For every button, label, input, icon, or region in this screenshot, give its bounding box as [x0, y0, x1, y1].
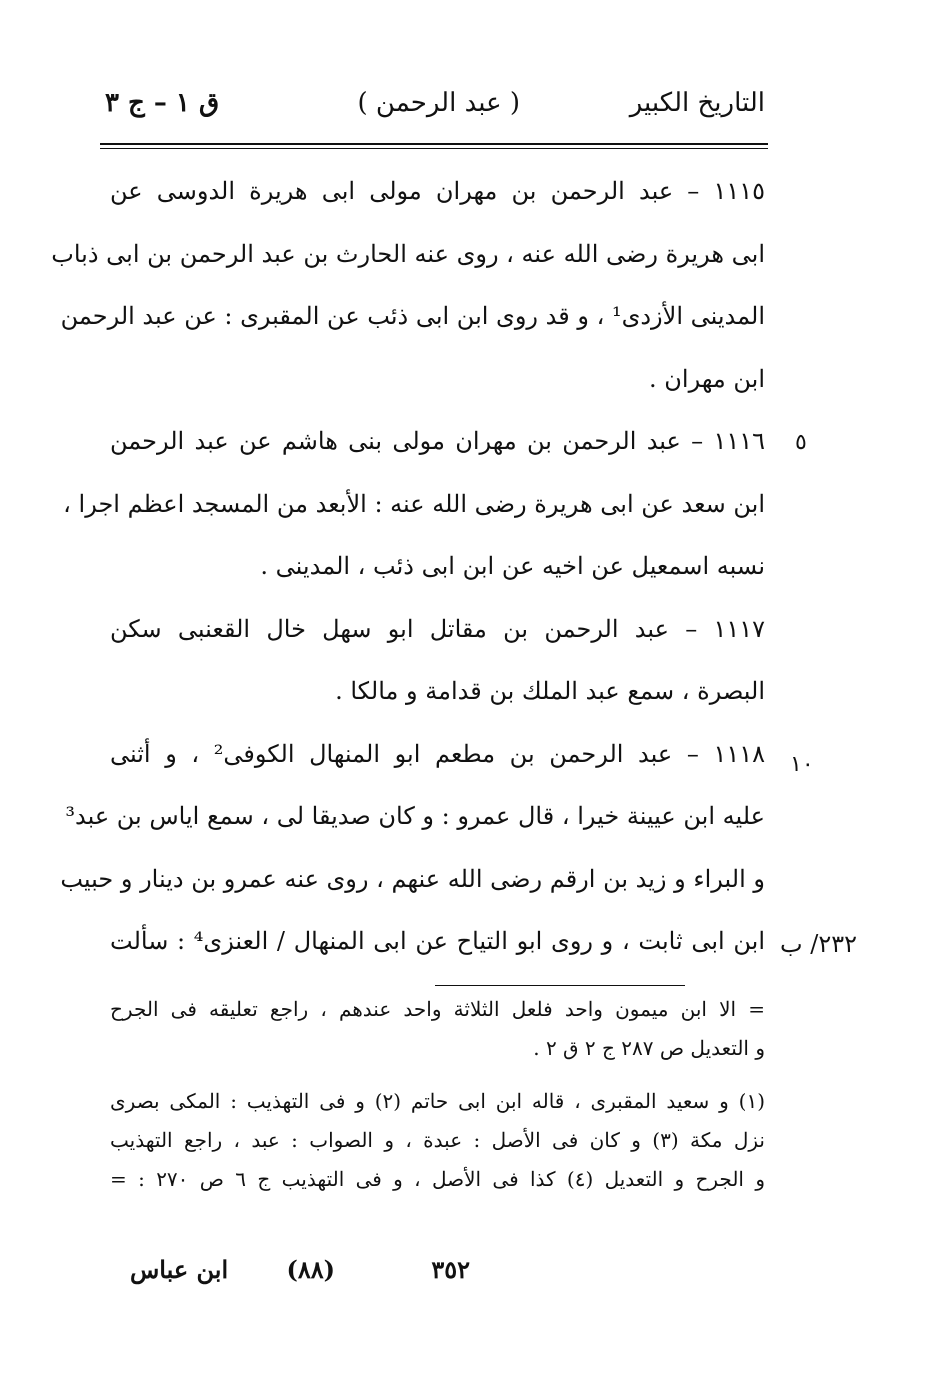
sheet-number: (٨٨) — [286, 1255, 335, 1284]
running-header — [105, 78, 765, 128]
book-title: التاريخ الكبير — [629, 88, 765, 118]
text-line: ١١١٨ – عبد الرحمن بن مطعم ابو المنهال الكوفى² ، و أثنى — [110, 739, 765, 768]
text-line: ابن سعد عن ابى هريرة رضى الله عنه : الأبعد من المسجد اعظم اجرا ، — [63, 489, 765, 518]
margin-line-number-10: ١٠ — [790, 752, 814, 777]
text-line: ١١١٦ – عبد الرحمن بن مهران مولى بنى هاشم عن عبد الرحمن — [110, 427, 765, 455]
volume-reference: ق ١ – ج ٣ — [105, 88, 220, 118]
text-line: و البراء و زيد بن ارقم رضى الله عنهم ، روى عنه عمرو بن دينار و حبيب — [60, 864, 765, 893]
text-line: ١١١٥ – عبد الرحمن بن مهران مولى ابى هريرة الدوسى عن — [110, 177, 765, 205]
text-line: نسبه اسمعيل عن اخيه عن ابن ابى ذئب ، المدينى . — [260, 552, 765, 580]
catchword: ابن عباس — [130, 1255, 229, 1284]
footnote-line: نزل مكة (٣) و كان فى الأصل : عبدة ، و الصواب : عبد ، راجع التهذيب — [110, 1128, 765, 1152]
footnote-line: و الجرح و التعديل (٤) كذا فى الأصل ، و فى التهذيب ج ٦ ص ٢٧٠ : = — [110, 1167, 765, 1191]
page-number: ٣٥٢ — [431, 1255, 470, 1284]
text-line: ابى هريرة رضى الله عنه ، روى عنه الحارث بن عبد الرحمن بن ابى ذباب — [51, 239, 765, 268]
text-line: عليه ابن عيينة خيرا ، قال عمرو : و كان صديقا لى ، سمع اياس بن عبد³ — [65, 802, 765, 830]
header-rule-thick — [100, 143, 768, 145]
text-underline — [435, 985, 685, 986]
header-rule-thin — [100, 148, 768, 149]
text-line: المدينى الأزدى¹ ، و قد روى ابن ابى ذئب عن المقبرى : عن عبد الرحمن — [60, 302, 765, 330]
page-footer — [130, 1250, 470, 1290]
footnotes — [110, 990, 765, 1199]
footnote-line: و التعديل ص ٢٨٧ ج ٢ ق ٢ . — [533, 1036, 765, 1060]
manuscript-folio-marker: ٢٣٢/ ب — [780, 930, 857, 958]
margin-line-number-5: ٥ — [795, 430, 807, 455]
entry-name: ( عبد الرحمن ) — [357, 88, 520, 118]
text-line: ١١١٧ – عبد الرحمن بن مقاتل ابو سهل خال القعنبى سكن — [110, 614, 765, 643]
main-text — [51, 160, 765, 973]
text-line: ابن مهران . — [649, 364, 765, 393]
text-line: ابن ابى ثابت ، و روى ابو التياح عن ابى المنهال / العنزى⁴ : سألت — [110, 927, 765, 955]
text-line: البصرة ، سمع عبد الملك بن قدامة و مالكا . — [335, 677, 765, 705]
footnote-line: = الا ابن ميمون واحد فلعل الثلاثة واحد عندهم ، راجع تعليقه فى الجرح — [110, 997, 766, 1021]
footnote-line: (١) و سعيد المقبرى ، قاله ابن ابى حاتم (٢) و فى التهذيب : المكى بصرى — [110, 1089, 765, 1113]
